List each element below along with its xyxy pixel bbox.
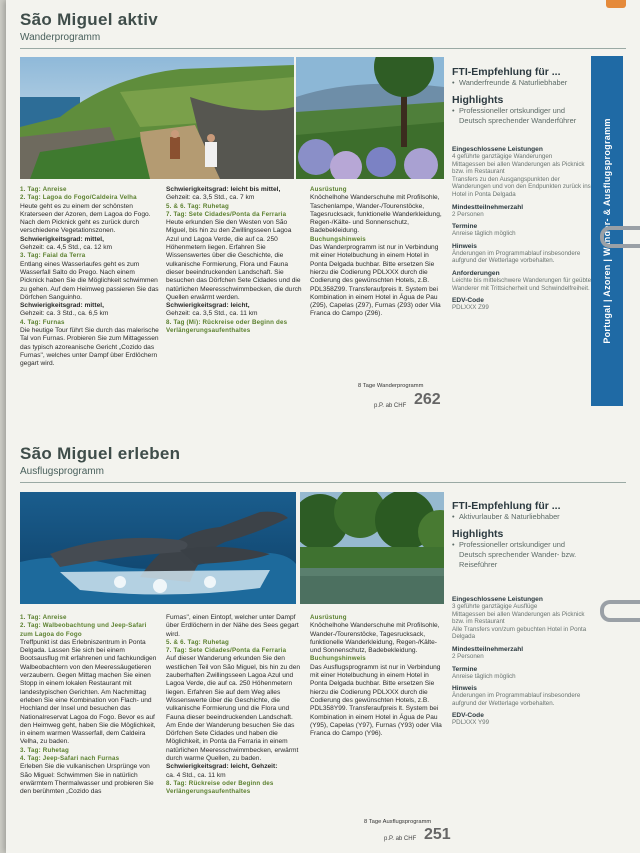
difficulty-label: Schwierigkeitsgrad: mittel, [20,235,104,243]
section1-title: São Miguel aktiv [20,10,159,29]
forest-lake-image [300,492,444,604]
day-heading: 7. Tag: Sete Cidades/Ponta da Ferraria [166,210,287,218]
day-heading: 2. Tag: Walbeobachtung und Jeep-Safari zum Lagoa do Fogo [20,622,147,638]
section1-rule [20,48,626,49]
body-text: Das Ausflugsprogramm ist nur in Verbindung mit einer Hotelbuchung in einem Hotel in Ponta Delgada buchbar. Bitte ersetzen Sie hierzu die Codierung PDLXXX durch die Codierung des gewünschten Hotels, z.B. PDL358Y99. Transferaufpreis lt. System bei Kombination in einem Hotel in Água de Pau (Y95), Capelas (Y97), Furnas (Y93) oder Vila Franca do Campo (Y96). [310,663,442,738]
section2-photo-whale-tail [20,492,296,604]
day-heading: Ausrüstung [310,186,347,193]
section1-column-info [310,186,446,346]
section1-column-itinerary-cont [166,186,304,366]
body-text: Auf dieser Wanderung erkunden Sie den westlichen Teil von São Miguel, bis hin zu den zauberhaften Zwillingsseen Lagoa Azul und Lagoa Verde, die auf ca. 250 Höhenmetern liegen. Erfahren Sie auf dem Weg alles Wissenswerte über die Geschichte, die vulkanische Formierung und die Flora und Fauna dieser beeindruckenden Landschaft. Am Ende der Wanderung besuchen Sie das Dörfchen Sete Cidades und haben die Möglichkeit, in Ponta da Ferraria in einem natürlichen Meeresschwimmbecken, erwärmt durch warme Quellen, zu baden. [166,655,301,763]
section2-column-info [310,614,446,794]
section2-price-label: 8 Tage Ausflugsprogramm [364,819,432,825]
body-text: Knöchelhohe Wanderschuhe mit Profilsohle, Taschenlampe, Wander-/Tourenstöcke, Tagesrucksack, funktionelle Wanderkleidung, Regen-/Kälte- und Sonnenschutz, Badebekleidung. [310,194,442,235]
hinweis-heading: Hinweis [452,242,477,250]
section1-photo-hiking-trail [20,57,294,179]
body-text: Heute erkunden Sie den Westen von São Miguel, bis hin zu den Zwillingsseen Lagoa Azul und Lagoa Verde, die auf ca. 250 Höhenmetern liegen. Erfahren Sie Wissenswertes über die Geschichte, die vulkanische Formierung, Flora und Fauna dieser beeindruckenden Landschaft. Sie besuchen das Dörfchen Sete Cidades und die natürlichen Meeresschwimmbecken, die durch Quellen erwärmt werden. [166,219,302,301]
highlights-heading: Highlights [452,528,504,540]
body-text: Erleben Sie die vulkanischen Ursprünge von São Miguel: Schwimmen Sie in natürlich erwärmtem Thermalwasser und probieren Sie den berühmten „Cozido das [20,763,154,796]
edv-value: PDLXXX Z99 [452,304,489,312]
edv-heading: EDV-Code [452,297,484,305]
day-heading: 2. Tag: Lagoa do Fogo/Caldeira Velha [20,194,137,202]
edv-heading: EDV-Code [452,712,484,720]
difficulty-label: Schwierigkeitsgrad: leicht, Gehzeit: [166,763,278,771]
body-text: Furnas", einen Eintopf, welcher unter Dampf über Erdlöchern in der Nähe des Sees gegart wird. [166,614,299,638]
body-text: Treffpunkt ist das Erlebniszentrum in Ponta Delgada. Lassen Sie sich bei einem Bootsausflug mit erfahrenen und fachkundigen Walbeobachtern von den Meeressäugetieren verzaubern. Gegen Mittag machen Sie einen Stopp in einem lokalen Restaurant mit landestypischen Gerichten. Am Nachmittag erleben Sie eine Kombination von Flach- und Hochland der Insel und besuchen das Nationalreservat Lagoa do Fogo. Bevor es auf den Heimweg geht, haben Sie die Möglichkeit, in einem warmen Wasserfall, dem Caldeira Velha, zu baden. [20,638,157,746]
body-text: Entlang eines Wasserlaufes geht es zum Wasserfall Salto do Prego. Nach einem Picknick haben Sie die Möglichkeit schwimmen zu gehen. Auf dem Heimweg passieren Sie das Dörfchen Sanguinho. [20,260,159,301]
termine-value: Anreise täglich möglich [452,672,516,680]
corner-tab [606,0,626,8]
incl-heading: Eingeschlossene Leistungen [452,596,543,603]
body-text: Die heutige Tour führt Sie durch das malerische Tal von Furnas. Probieren Sie zum Mittagessen das typisch azoreanische Gericht „Cozido das Furnas", welches unter Dampf über Erdlöchern gegart wird. [20,327,159,368]
body-text: Knöchelhohe Wanderschuhe mit Profilsohle, Wander-/Tourenstöcke, Tagesrucksack, funktionelle Wanderkleidung, Regen-/Kälte- und Sonnenschutz, Badebekleidung. [310,622,440,655]
incl-item: Mittagessen bei allen Wanderungen als Picknick bzw. im Restaurant [452,610,585,626]
body-text: Das Wanderprogramm ist nur in Verbindung mit einer Hotelbuchung in einem Hotel in Ponta Delgada buchbar. Bitte ersetzen Sie hierzu die Codierung PDLXXX durch die Codierung des gewünschten Hotels, z.B. PDL358Z99. Transferaufpreis lt. System bei Kombination in einem Hotel in Água de Pau (Z95), Capelas (Z97), Furnas (Z93) oder Vila Franca do Campo (Z96). [310,244,441,318]
incl-item: Mittagessen bei allen Wanderungen als Picknick bzw. im Restaurant [452,160,585,176]
body-text: Heute geht es zu einem der schönsten Kraterseen der Azoren, dem Lagoa do Fogo. Nach dem Picknick geht es zurück durch verschiedene Vegetationszonen. [20,202,151,235]
fti-heading: FTI-Empfehlung für ... [452,500,561,512]
fti-heading: FTI-Empfehlung für ... [452,66,561,78]
body-text: Gehzeit: ca. 3,5 Std., ca. 11 km [166,310,258,318]
incl-item: Transfers zu den Ausgangspunkten der Wanderungen und von den Endpunkten zurück ins Hotel in Ponta Delgada [452,175,591,198]
brochure-page [6,0,640,853]
incl-item: 4 geführte ganztägige Wanderungen [452,153,553,160]
body-text: Gehzeit: ca. 4,5 Std., ca. 12 km [20,244,112,252]
body-text: ca. 4 Std., ca. 11 km [166,771,226,779]
section2-column-itinerary [20,614,160,853]
highlight-bullet: • Professioneller ortskundiger und Deutsch sprechender Wanderführer [452,106,594,126]
section2-subtitle: Ausflugsprogramm [20,466,104,477]
termine-heading: Termine [452,665,478,673]
binder-ring-top [600,226,640,248]
section1-price-from: p.P. ab CHF [374,403,407,409]
day-heading: 4. Tag: Jeep-Safari nach Furnas [20,755,120,763]
section1-fti-box [452,66,594,312]
difficulty-label: Schwierigkeitsgrad: leicht bis mittel, [166,186,281,193]
body-text: Gehzeit: ca. 3,5 Std., ca. 7 km [166,194,255,202]
min-heading: Mindestteilnehmerzahl [452,645,524,653]
section2-title: São Miguel erleben [20,444,181,463]
hydrangea-lake-image [296,57,444,179]
hinweis-heading: Hinweis [452,685,477,693]
day-heading: Buchungshinweis [310,655,366,663]
day-heading: 4. Tag: Furnas [20,318,65,326]
anforderungen-value: Leichte bis mittelschwere Wanderungen für geübte Wanderer mit Trittsicherheit und Schwindelfreiheit. [452,276,592,292]
side-tab-label: Portugal | Azoren | Wander- & Ausflugsprogramm [602,118,612,344]
day-heading: 8. Tag: Rückreise oder Beginn des Verlängerungsaufenthaltes [166,779,274,796]
min-value: 2 Personen [452,210,484,218]
fti-bullet: • Wanderfreunde & Naturliebhaber [452,78,594,88]
min-value: 2 Personen [452,652,484,660]
section1-price-label: 8 Tage Wanderprogramm [358,383,424,389]
section2-photo-forest-lake [300,492,444,604]
section2-price: 251 [424,826,451,843]
body-text: Gehzeit: ca. 3 Std., ca. 6,5 km [20,310,109,318]
section2-rule [20,482,626,483]
day-heading: 3. Tag: Ruhetag [20,746,69,754]
section1-price: 262 [414,391,441,408]
termine-heading: Termine [452,223,478,231]
edv-value: PDLXXX Y99 [452,719,490,727]
min-heading: Mindestteilnehmerzahl [452,203,524,211]
section2-column-itinerary-cont [166,614,304,853]
incl-item: 3 geführte ganztägige Ausflüge [452,603,538,610]
day-heading: 3. Tag: Faial da Terra [20,252,86,260]
day-heading: 5. & 6. Tag: Ruhetag [166,202,230,210]
section1-photo-hydrangeas-lake [296,57,444,179]
whale-tail-image [20,492,296,604]
highlight-bullet: • Professioneller ortskundiger und Deutsch sprechender Wander- bzw. Reiseführer [452,540,594,570]
day-heading: 1. Tag: Anreise [20,186,67,193]
day-heading: Ausrüstung [310,614,347,621]
section1-column-itinerary [20,186,160,414]
highlights-heading: Highlights [452,94,504,106]
day-heading: 7. Tag: Sete Cidades/Ponta da Ferraria [166,647,287,655]
termine-value: Anreise täglich möglich [452,230,516,238]
day-heading: 5. & 6. Tag: Ruhetag [166,638,230,646]
hiking-trail-image [20,57,294,179]
incl-heading: Eingeschlossene Leistungen [452,146,543,153]
day-heading: 1. Tag: Anreise [20,614,67,621]
binder-ring-bottom [600,600,640,622]
day-heading: Buchungshinweis [310,235,366,243]
anforderungen-heading: Anforderungen [452,269,500,277]
fti-bullet: • Aktivurlauber & Naturliebhaber [452,512,594,522]
difficulty-label: Schwierigkeitsgrad: leicht, [166,302,250,310]
hinweis-value: Änderungen im Programmablauf insbesondere aufgrund der Wetterlage vorbehalten. [452,692,581,707]
section1-subtitle: Wanderprogramm [20,32,101,43]
incl-item: Alle Transfers von/zum gebuchten Hotel in Ponta Delgada [452,625,587,641]
hinweis-value: Änderungen im Programmablauf insbesondere aufgrund der Wetterlage vorbehalten. [452,249,581,265]
difficulty-label: Schwierigkeitsgrad: mittel, [20,302,104,310]
day-heading: 8. Tag (Mi): Rückreise oder Beginn des Verlängerungsaufenthaltes [166,318,288,335]
section2-fti-box [452,500,594,727]
section2-price-from: p.P. ab CHF [384,836,417,842]
